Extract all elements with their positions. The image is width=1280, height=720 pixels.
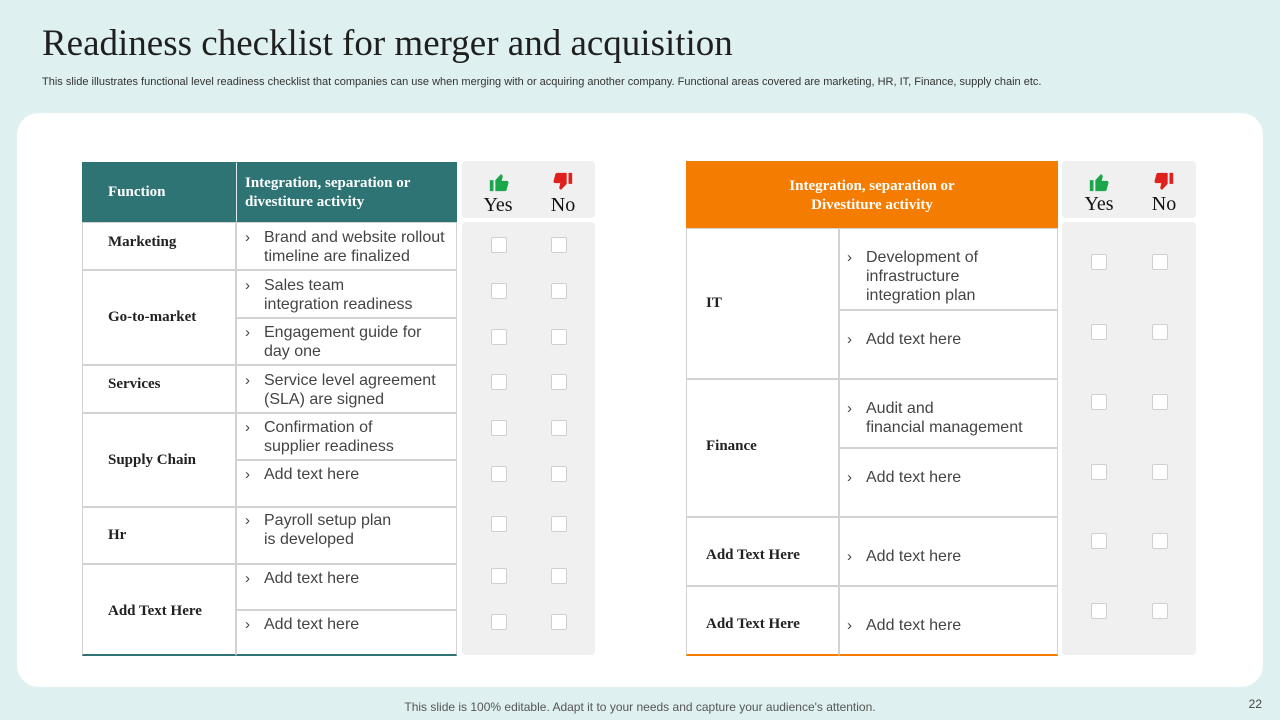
- left-activity-item: › Add text here: [245, 616, 360, 633]
- right-no-checkbox[interactable]: [1152, 603, 1168, 619]
- chevron-right-icon: ›: [847, 548, 852, 565]
- page-number: 22: [1248, 697, 1262, 711]
- left-activity-item: › Add text here: [245, 466, 360, 483]
- right-header-activity: Integration, separation or Divestiture activity: [789, 178, 955, 213]
- left-activity-item: › Service level agreement (SLA) are signed: [245, 372, 436, 408]
- left-yes-label: Yes: [483, 194, 513, 216]
- left-no-checkbox[interactable]: [551, 516, 567, 532]
- left-function-label: Hr: [108, 527, 127, 543]
- right-activity-item: › Development of infrastructure integration plan: [847, 249, 979, 304]
- thumbs-up-icon: [488, 171, 510, 193]
- left-yes-checkbox[interactable]: [491, 420, 507, 436]
- chevron-right-icon: ›: [245, 229, 250, 246]
- left-activity-item: › Sales team integration readiness: [245, 277, 413, 313]
- right-no-checkbox[interactable]: [1152, 533, 1168, 549]
- left-no-checkbox[interactable]: [551, 614, 567, 630]
- left-yes-checkbox[interactable]: [491, 516, 507, 532]
- right-yes-checkbox[interactable]: [1091, 324, 1107, 340]
- chevron-right-icon: ›: [847, 331, 852, 348]
- left-activity-item: › Brand and website rollout timeline are finalized: [245, 229, 445, 265]
- left-activity-item: › Add text here: [245, 570, 360, 587]
- footer-note: This slide is 100% editable. Adapt it to your needs and capture your audience's attention.: [404, 700, 876, 714]
- chevron-right-icon: ›: [847, 617, 852, 634]
- chevron-right-icon: ›: [245, 277, 250, 294]
- right-yes-checkbox[interactable]: [1091, 464, 1107, 480]
- chevron-right-icon: ›: [245, 512, 250, 529]
- left-function-label: Add Text Here: [108, 602, 202, 619]
- left-yes-checkbox[interactable]: [491, 466, 507, 482]
- left-function-label: Supply Chain: [108, 451, 196, 468]
- right-activity-item: › Add text here: [847, 469, 962, 486]
- right-yes-checkbox[interactable]: [1091, 254, 1107, 270]
- left-activity-item: › Confirmation of supplier readiness: [245, 419, 394, 455]
- right-function-label: IT: [706, 295, 722, 311]
- right-activity-item: › Audit and financial management: [847, 400, 1023, 436]
- left-function-label: Go-to-market: [108, 309, 197, 325]
- thumbs-down-icon: [1153, 171, 1175, 193]
- left-yes-checkbox[interactable]: [491, 329, 507, 345]
- left-yes-checkbox[interactable]: [491, 237, 507, 253]
- left-yes-checkbox[interactable]: [491, 374, 507, 390]
- right-yes-checkbox[interactable]: [1091, 533, 1107, 549]
- chevron-right-icon: ›: [245, 466, 250, 483]
- left-no-checkbox[interactable]: [551, 420, 567, 436]
- left-no-checkbox[interactable]: [551, 466, 567, 482]
- right-activity-item: › Add text here: [847, 617, 962, 634]
- left-activity-item: › Engagement guide for day one: [245, 324, 422, 360]
- right-no-checkbox[interactable]: [1152, 464, 1168, 480]
- chevron-right-icon: ›: [245, 616, 250, 633]
- page-title: Readiness checklist for merger and acquisition: [42, 23, 733, 64]
- right-yes-checkbox[interactable]: [1091, 394, 1107, 410]
- right-activity-item: › Add text here: [847, 331, 962, 348]
- right-no-checkbox[interactable]: [1152, 254, 1168, 270]
- left-function-label: Services: [108, 375, 161, 392]
- chevron-right-icon: ›: [245, 372, 250, 389]
- left-no-checkbox[interactable]: [551, 374, 567, 390]
- right-no-checkbox[interactable]: [1152, 324, 1168, 340]
- left-activity-item: › Payroll setup plan is developed: [245, 512, 392, 548]
- thumbs-up-icon: [1088, 171, 1110, 193]
- chevron-right-icon: ›: [847, 400, 852, 417]
- right-no-checkbox[interactable]: [1152, 394, 1168, 410]
- chevron-right-icon: ›: [245, 324, 250, 341]
- right-activity-item: › Add text here: [847, 548, 962, 565]
- left-yes-checkbox[interactable]: [491, 283, 507, 299]
- chevron-right-icon: ›: [847, 469, 852, 486]
- left-no-checkbox[interactable]: [551, 237, 567, 253]
- right-yes-no-column: [1062, 222, 1196, 655]
- chevron-right-icon: ›: [847, 249, 852, 266]
- right-function-label: Add Text Here: [706, 546, 800, 563]
- thumbs-down-icon: [552, 171, 574, 193]
- chevron-right-icon: ›: [245, 570, 250, 587]
- left-no-label: No: [550, 194, 576, 216]
- left-header-activity: Integration, separation or divestiture activity: [245, 175, 411, 210]
- right-no-label: No: [1151, 193, 1177, 215]
- left-no-checkbox[interactable]: [551, 329, 567, 345]
- right-function-label: Finance: [706, 437, 757, 454]
- right-yes-checkbox[interactable]: [1091, 603, 1107, 619]
- left-yes-checkbox[interactable]: [491, 614, 507, 630]
- right-yes-label: Yes: [1084, 193, 1114, 215]
- page-subtitle: This slide illustrates functional level readiness checklist that companies can use when merging with or acquiring another company. Functional areas covered are marketing, HR, IT, Finance, supply chain etc.: [42, 76, 1042, 88]
- left-header-function: Function: [108, 184, 166, 200]
- left-yes-no-column: [462, 222, 595, 655]
- left-function-cell: [82, 507, 236, 564]
- left-no-checkbox[interactable]: [551, 283, 567, 299]
- chevron-right-icon: ›: [245, 419, 250, 436]
- right-function-label: Add Text Here: [706, 615, 800, 632]
- left-function-label: Marketing: [108, 233, 177, 250]
- left-yes-checkbox[interactable]: [491, 568, 507, 584]
- left-no-checkbox[interactable]: [551, 568, 567, 584]
